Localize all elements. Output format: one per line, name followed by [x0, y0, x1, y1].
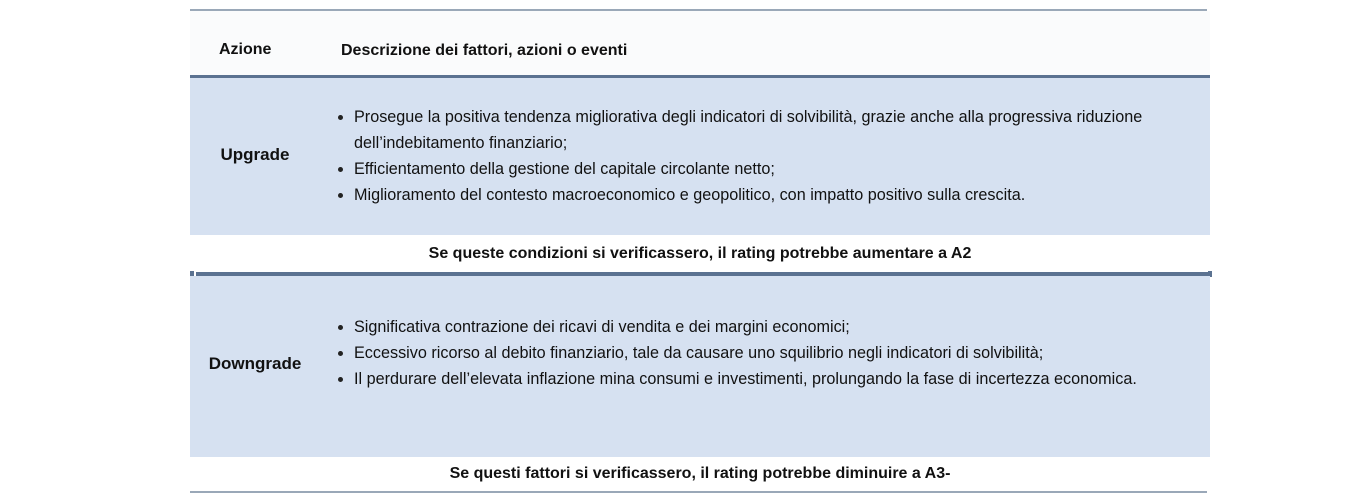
list-item: Prosegue la positiva tendenza migliorativa degli indicatori di solvibilità, grazie anche alla progressiva riduzione dell’indebitamento finanziario; — [354, 104, 1194, 156]
downgrade-section — [190, 276, 1210, 457]
downgrade-result: Se questi fattori si verificassero, il rating potrebbe diminuire a A3- — [190, 457, 1210, 491]
list-item: Efficientamento della gestione del capitale circolante netto; — [354, 156, 1194, 182]
rating-scenarios-table — [190, 9, 1210, 493]
downgrade-label: Downgrade — [208, 354, 302, 373]
upgrade-label: Upgrade — [220, 145, 290, 164]
upgrade-result: Se queste condizioni si verificassero, il rating potrebbe aumentare a A2 — [190, 235, 1210, 272]
downgrade-factor-list — [336, 314, 1194, 392]
list-item: Il perdurare dell’elevata inflazione mina consumi e investimenti, prolungando la fase di incertezza economica. — [354, 366, 1194, 392]
header-description: Descrizione dei fattori, azioni o eventi — [341, 42, 628, 59]
table-bottom-rule — [190, 491, 1207, 493]
list-item: Eccessivo ricorso al debito finanziario, tale da causare uno squilibrio negli indicatori di solvibilità; — [354, 340, 1194, 366]
upgrade-section — [190, 78, 1210, 235]
header-action: Azione — [219, 41, 272, 58]
table-header — [190, 11, 1210, 75]
list-item: Significativa contrazione dei ricavi di vendita e dei margini economici; — [354, 314, 1194, 340]
list-item: Miglioramento del contesto macroeconomico e geopolitico, con impatto positivo sulla crescita. — [354, 182, 1194, 208]
upgrade-factor-list — [336, 104, 1194, 208]
